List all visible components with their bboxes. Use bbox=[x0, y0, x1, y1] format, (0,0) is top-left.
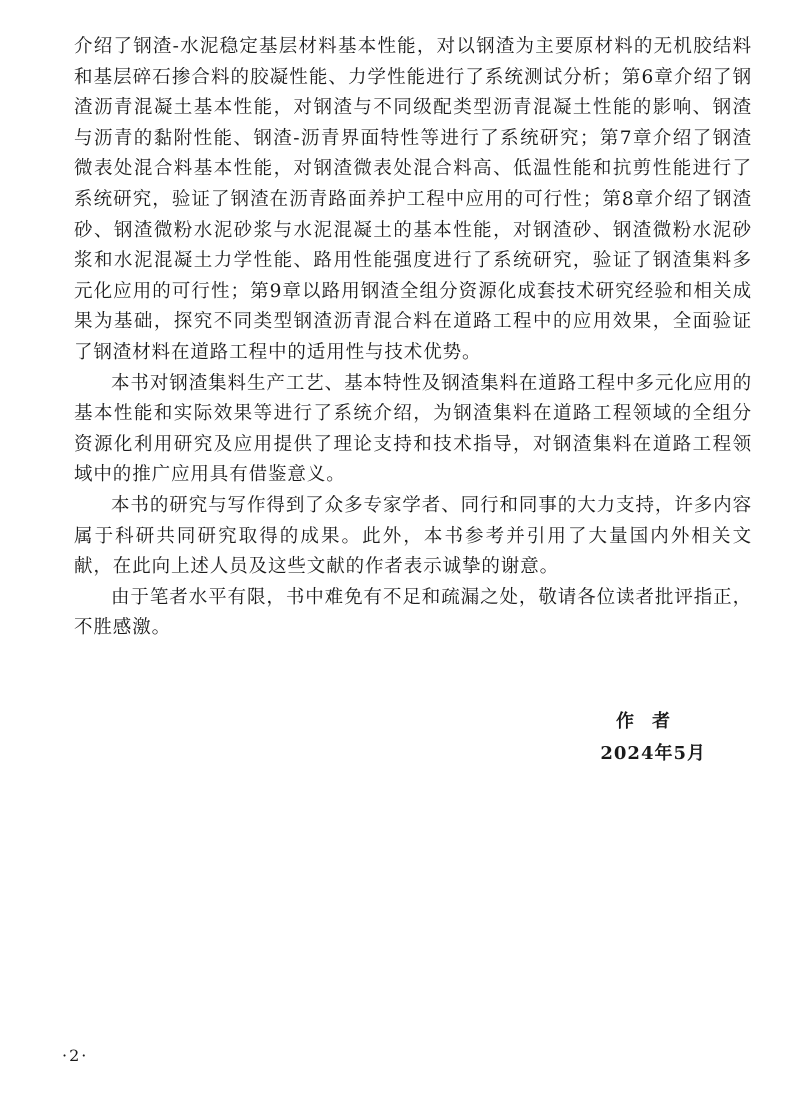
signature-block bbox=[506, 706, 706, 770]
paragraph-acknowledgements: 本书的研究与写作得到了众多专家学者、同行和同事的大力支持，许多内容属于科研共同研究取得的成果。此外，本书参考并引用了大量国内外相关文献，在此向上述人员及这些文献的作者表示诚挚的谢意。 bbox=[74, 494, 752, 578]
paragraph-book-summary: 本书对钢渣集料生产工艺、基本特性及钢渣集料在道路工程中多元化应用的基本性能和实际效果等进行了系统介绍，为钢渣集料在道路工程领域的全组分资源化利用研究及应用提供了理论支持和技术指导，对钢渣集料在道路工程领域中的推广应用具有借鉴意义。 bbox=[74, 372, 752, 486]
paragraph-continuation: 介绍了钢渣-水泥稳定基层材料基本性能，对以钢渣为主要原材料的无机胶结料和基层碎石掺合料的胶凝性能、力学性能进行了系统测试分析；第6章介绍了钢渣沥青混凝土基本性能，对钢渣与不同级配类型沥青混凝土性能的影响、钢渣与沥青的黏附性能、钢渣-沥青界面特性等进行了系统研究；第7章介绍了钢渣微表处混合料基本性能，对钢渣微表处混合料高、低温性能和抗剪性能进行了系统研究，验证了钢渣在沥青路面养护工程中应用的可行性；第8章介绍了钢渣砂、钢渣微粉水泥砂浆与水泥混凝土的基本性能，对钢渣砂、钢渣微粉水泥砂浆和水泥混凝土力学性能、路用性能强度进行了系统研究，验证了钢渣集料多元化应用的可行性；第9章以路用钢渣全组分资源化成套技术研究经验和相关成果为基础，探究不同类型钢渣沥青混合料在道路工程中的应用效果，全面验证了钢渣材料在道路工程中的适用性与技术优势。 bbox=[74, 36, 752, 363]
preface-body bbox=[74, 32, 752, 644]
signature-author: 作者 bbox=[616, 711, 688, 732]
paragraph-closing: 由于笔者水平有限，书中难免有不足和疏漏之处，敬请各位读者批评指正，不胜感激。 bbox=[74, 586, 752, 639]
signature-date: 2024年5月 bbox=[600, 743, 706, 764]
page-number: ·2· bbox=[62, 1046, 89, 1065]
